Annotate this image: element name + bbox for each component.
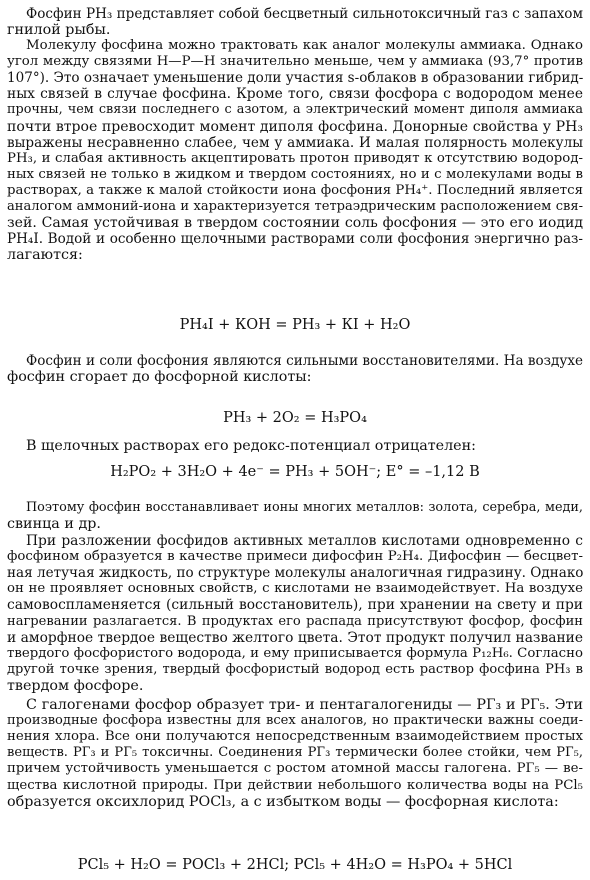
p4-line: В щелочных растворах его редокс-потенциал отрицателен: bbox=[26, 438, 476, 454]
p7-line: нения хлора. Все они получаются непосредственным взаимодействием простых bbox=[7, 729, 583, 745]
p2-line: почти втрое превосходит момент диполя фосфина. Донорные свойства у РН₃ bbox=[7, 118, 583, 135]
p2-line: аналогом аммоний-иона и характеризуется тетраэдрическим расположением свя- bbox=[7, 199, 583, 214]
p2-line: ных связей в случае фосфина. Кроме того, связи фосфора с водородом менее bbox=[7, 86, 583, 103]
p7-line: производные фосфора известны для всех аналогов, но практически важны соеди- bbox=[7, 713, 583, 729]
equation-eq4: РCl₅ + Н₂О = РОCl₃ + 2НCl; РCl₅ + 4Н₂О = Н₃РО₄ + 5НCl bbox=[77, 857, 513, 873]
p2-line: растворах, а также к малой стойкости иона фосфония РН₄⁺. Последний является bbox=[7, 182, 583, 198]
p2-line: ных связей не только в жидком и твердом состояниях, но и с молекулами воды в bbox=[7, 166, 583, 182]
p2-line: лагаются: bbox=[7, 247, 83, 264]
p7-line: веществ. РГ₃ и РГ₅ токсичны. Соединения РГ₃ термически более стойки, чем РГ₅, bbox=[7, 745, 583, 761]
equation-eq1: РН₄I + КОН = РН₃ + КI + Н₂О bbox=[179, 317, 411, 333]
p5-line: Поэтому фосфин восстанавливает ионы многих металлов: золота, серебра, меди, bbox=[26, 500, 583, 515]
p2-line: Молекулу фосфина можно трактовать как аналог молекулы аммиака. Однако bbox=[26, 38, 583, 53]
equation-eq2: РН₃ + 2О₂ = Н₃РО₄ bbox=[223, 410, 367, 426]
p2-line: РН₄I. Водой и особенно щелочными растворами соли фосфония энергично раз- bbox=[7, 231, 583, 248]
p7-line: С галогенами фосфор образует три- и пентагалогениды — РГ₃ и РГ₅. Эти bbox=[26, 697, 583, 713]
p6-line: твердого фосфористого водорода, и ему приписывается формула Р₁₂Н₆. Согласно bbox=[7, 645, 583, 661]
p7-line: щества кислотной природы. При действии небольшого количества воды на РCl₅ bbox=[7, 777, 583, 793]
p1-line: гнилой рыбы. bbox=[7, 22, 111, 39]
equation-eq3: Н₂РО₂ + 3Н₂О + 4e⁻ = РН₃ + 5ОН⁻; E° = –1,12 В bbox=[110, 464, 480, 480]
p3-line: фосфин сгорает до фосфорной кислоты: bbox=[7, 369, 312, 386]
p6-line: самовоспламеняется (сильный восстановитель), при хранении на свету и при bbox=[7, 597, 583, 614]
p5-line: свинца и др. bbox=[7, 516, 101, 533]
p7-line: образуется оксихлорид РОCl₃, а с избытком воды — фосфорная кислота: bbox=[7, 793, 559, 810]
p3-line: Фосфин и соли фосфония являются сильными восстановителями. На воздухе bbox=[26, 353, 583, 369]
p7-line: причем устойчивость уменьшается с ростом атомной массы галогена. РГ₅ — ве- bbox=[7, 761, 583, 777]
p2-line: прочны, чем связи последнего с азотом, а электрический момент диполя аммиака bbox=[7, 102, 583, 118]
p2-line: 107°). Это означает уменьшение доли участия s-облаков в образовании гибрид- bbox=[7, 70, 584, 87]
p6-line: твердом фосфоре. bbox=[7, 677, 144, 694]
p6-line: и аморфное твердое вещество желтого цвета. Этот продукт получил название bbox=[7, 629, 583, 646]
p2-line: РН₃, и слабая активность акцептировать протон приводят к отсутствию водород- bbox=[7, 150, 583, 166]
p1-line: Фосфин РН₃ представляет собой бесцветный сильнотоксичный газ с запахом bbox=[26, 6, 583, 22]
p6-line: другой точке зрения, твердый фосфористый водород есть раствор фосфина РН₃ в bbox=[7, 661, 583, 677]
p6-line: нагревании разлагается. В продуктах его распада присутствуют фосфор, фосфин bbox=[7, 613, 583, 629]
p6-line: При разложении фосфидов активных металлов кислотами одновременно с bbox=[26, 533, 583, 549]
p6-line: фосфином образуется в качестве примеси дифосфин Р₂Н₄. Дифосфин — бесцвет- bbox=[7, 549, 583, 565]
p6-line: ная летучая жидкость, по структуре молекулы аналогичная гидразину. Однако bbox=[7, 565, 584, 582]
p6-line: он не проявляет основных свойств, с кислотами не взаимодействует. На воздухе bbox=[7, 581, 583, 597]
p2-line: выражены несравненно слабее, чем у аммиака. И малая полярность молекулы bbox=[7, 134, 583, 151]
p2-line: угол между связями Н—Р—Н значительно меньше, чем у аммиака (93,7° против bbox=[7, 54, 583, 70]
p2-line: зей. Самая устойчивая в твердом состоянии соль фосфония — это его иодид bbox=[7, 215, 583, 232]
